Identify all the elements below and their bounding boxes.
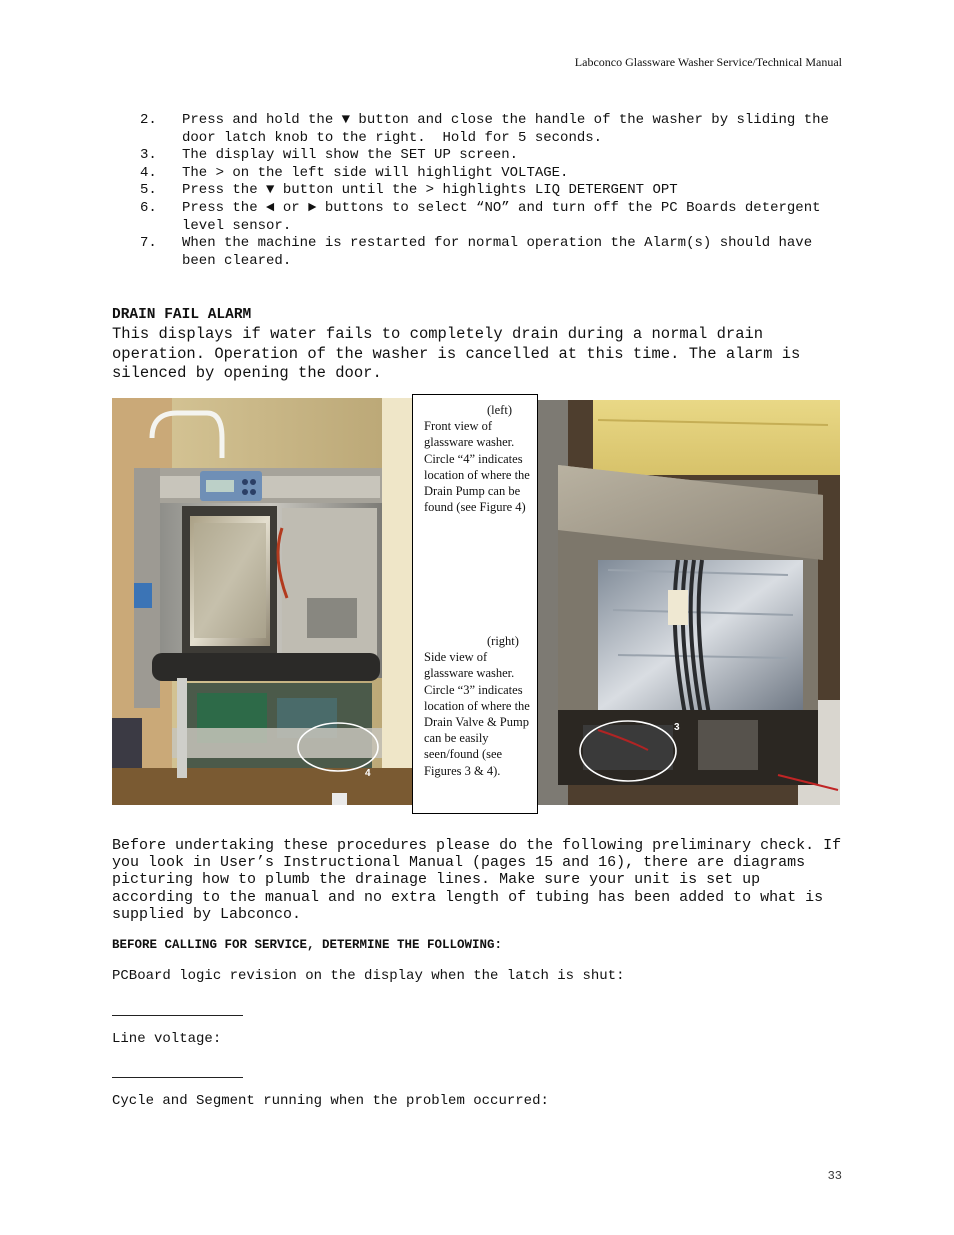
step-number: 3. xyxy=(140,147,157,164)
caption-left-direction: (left) xyxy=(487,403,512,417)
step-number: 4. xyxy=(140,164,157,181)
step-item xyxy=(140,112,850,147)
preliminary-check-paragraph: Before undertaking these procedures please do the following preliminary check. If you look in User’s Instructional Manual (pages 15 and 16), there are diagrams picturing how to plumb the drainage lines. Make sure your unit is set up according to the manual and no extra length of tubing has been added to what is supplied by Labconco. xyxy=(112,837,842,923)
step-number: 5. xyxy=(140,182,157,199)
washer-side-photo xyxy=(538,400,840,805)
step-text: Press the ◄ or ► buttons to select “NO” and turn off the PC Boards detergent level sensor. xyxy=(182,199,829,234)
step-item xyxy=(140,200,850,235)
step-item xyxy=(140,182,850,200)
caption-left-text: Front view of glassware washer. Circle “4” indicates location of where the Drain Pump can be found (see Figure 4) xyxy=(424,419,530,515)
step-text: Press and hold the ▼ button and close the handle of the washer by sliding the door latch knob to the right. Hold for 5 seconds. xyxy=(182,112,838,146)
step-text: The display will show the SET UP screen. xyxy=(182,147,519,164)
caption-right-direction: (right) xyxy=(487,634,519,648)
pcboard-revision-blank xyxy=(112,1015,243,1016)
caption-right xyxy=(424,633,534,779)
step-item xyxy=(140,235,850,270)
step-item xyxy=(140,147,850,165)
step-text: The > on the left side will highlight VOLTAGE. xyxy=(182,164,569,181)
page-number: 33 xyxy=(827,1169,842,1183)
section-title: DRAIN FAIL ALARM xyxy=(112,307,252,323)
step-item xyxy=(140,165,850,183)
circle-marker-4: 4 xyxy=(365,768,371,779)
running-header: Labconco Glassware Washer Service/Technical Manual xyxy=(574,55,842,69)
before-calling-heading: BEFORE CALLING FOR SERVICE, DETERMINE THE FOLLOWING: xyxy=(112,938,503,952)
line-voltage-label: Line voltage: xyxy=(112,1031,222,1047)
pcboard-revision-label: PCBoard logic revision on the display when the latch is shut: xyxy=(112,968,625,984)
washer-front-photo xyxy=(112,398,412,805)
step-text: Press the ▼ button until the > highlights LIQ DETERGENT OPT xyxy=(182,182,678,199)
caption-left xyxy=(424,402,534,515)
step-text: When the machine is restarted for normal operation the Alarm(s) should have been cleared. xyxy=(182,235,821,269)
section-intro: This displays if water fails to completely drain during a normal drain operation. Operation of the washer is cancelled at this time. The alarm is silenced by opening the door. xyxy=(112,325,801,382)
figure-caption-box xyxy=(412,394,538,814)
step-number: 7. xyxy=(140,235,157,252)
caption-right-text: Side view of glassware washer. Circle “3” indicates location of where the Drain Valve & Pump can be easily seen/found (see Figures 3 & 4). xyxy=(424,650,530,778)
circle-marker-3: 3 xyxy=(674,722,680,733)
procedure-steps xyxy=(140,112,850,270)
line-voltage-blank xyxy=(112,1077,243,1078)
step-number: 6. xyxy=(140,199,157,216)
cycle-segment-label: Cycle and Segment running when the problem occurred: xyxy=(112,1093,549,1109)
step-number: 2. xyxy=(140,112,157,128)
